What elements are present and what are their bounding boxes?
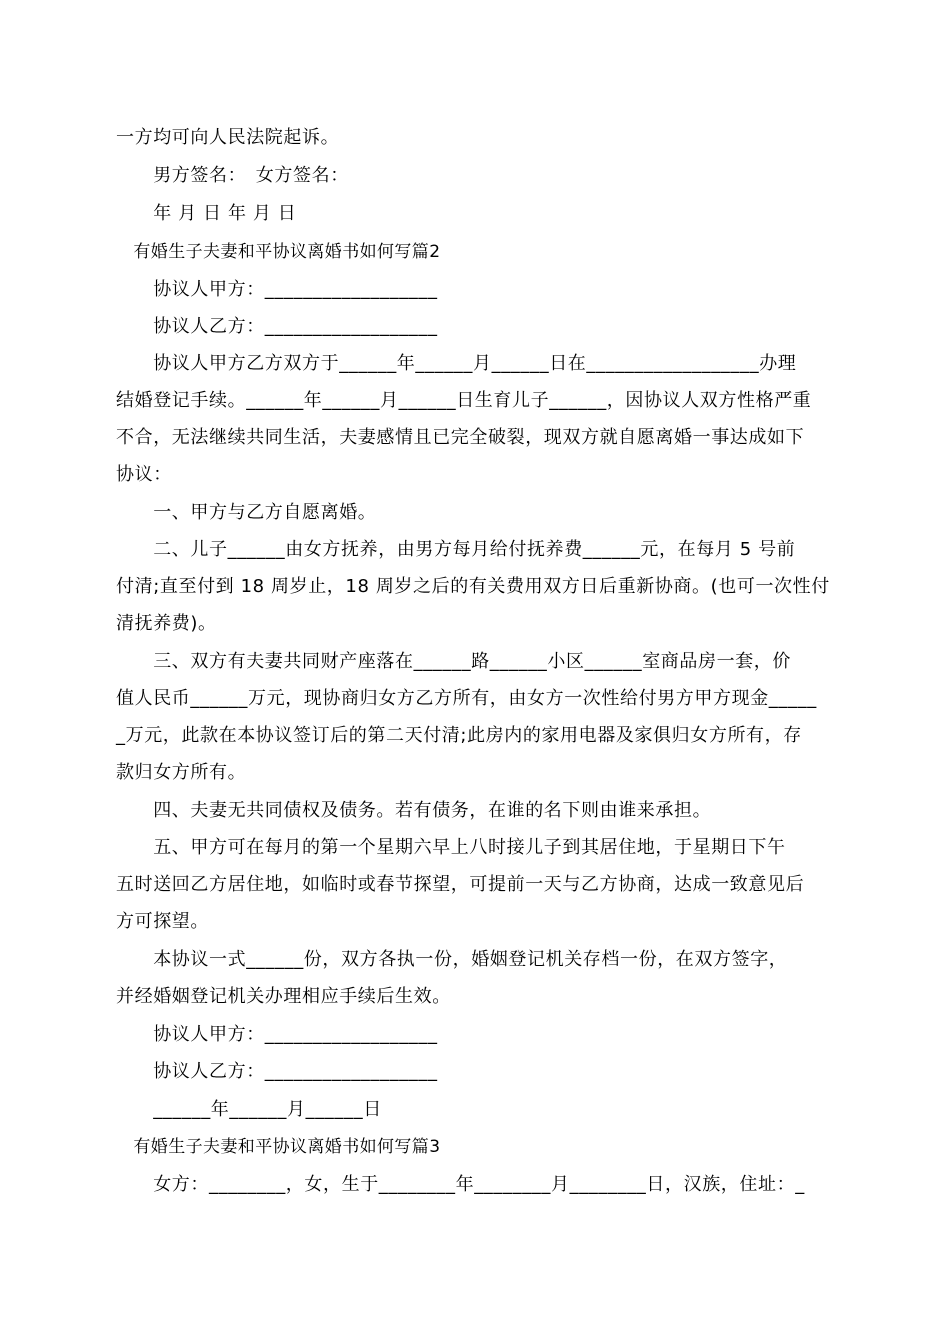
clause-line: 五、甲方可在每月的第一个星期六早上八时接儿子到其居住地，于星期日下午 <box>116 837 786 858</box>
section-heading: 有婚生子夫妻和平协议离婚书如何写篇2 <box>116 242 441 262</box>
section-heading: 有婚生子夫妻和平协议离婚书如何写篇3 <box>116 1137 441 1157</box>
paragraph-line: 本协议一式______份，双方各执一份，婚姻登记机关存档一份，在双方签字， <box>116 949 788 970</box>
party-a-line: 协议人甲方：__________________ <box>116 1024 438 1045</box>
paragraph-line: 协议人甲方乙方双方于______年______月______日在__________________办理 <box>116 353 797 374</box>
clause-line: 一、甲方与乙方自愿离婚。 <box>116 502 377 523</box>
paragraph-line: 结婚登记手续。______年______月______日生育儿子______，因协议人双方性格严重 <box>116 390 812 411</box>
clause-line: 二、儿子______由女方抚养，由男方每月给付抚养费______元，在每月 5 号前 <box>116 539 796 560</box>
clause-line: 四、夫妻无共同债权及债务。若有债务，在谁的名下则由谁来承担。 <box>116 800 712 821</box>
paragraph-line: 协议： <box>116 464 172 485</box>
date-line: ______年______月______日 <box>116 1099 382 1120</box>
text-line: 一方均可向人民法院起诉。 <box>116 127 340 148</box>
clause-line: 方可探望。 <box>116 911 209 932</box>
party-a-line: 协议人甲方：__________________ <box>116 279 438 300</box>
clause-line: 三、双方有夫妻共同财产座落在______路______小区______室商品房一套，价 <box>116 651 791 672</box>
clause-line: 值人民币______万元，现协商归女方乙方所有，由女方一次性给付男方甲方现金_____ <box>116 688 817 709</box>
clause-line: 五时送回乙方居住地，如临时或春节探望，可提前一天与乙方协商，达成一致意见后 <box>116 874 805 895</box>
clause-line: 付清;直至付到 18 周岁止，18 周岁之后的有关费用双方日后重新协商。(也可一次性付 <box>116 576 830 597</box>
clause-line: _万元，此款在本协议签订后的第二天付清;此房内的家用电器及家俱归女方所有，存 <box>116 725 802 746</box>
signature-line: 男方签名： 女方签名： <box>116 165 349 186</box>
clause-line: 清抚养费)。 <box>116 613 217 634</box>
paragraph-line: 并经婚姻登记机关办理相应手续后生效。 <box>116 986 451 1007</box>
paragraph-line: 不合，无法继续共同生活，夫妻感情且已完全破裂，现双方就自愿离婚一事达成如下 <box>116 427 805 448</box>
paragraph-line: 女方：________，女，生于________年________月________日，汉族，住址：_ <box>116 1174 805 1195</box>
date-line: 年 月 日 年 月 日 <box>116 203 297 224</box>
party-b-line: 协议人乙方：__________________ <box>116 1061 438 1082</box>
party-b-line: 协议人乙方：__________________ <box>116 316 438 337</box>
clause-line: 款归女方所有。 <box>116 762 247 783</box>
